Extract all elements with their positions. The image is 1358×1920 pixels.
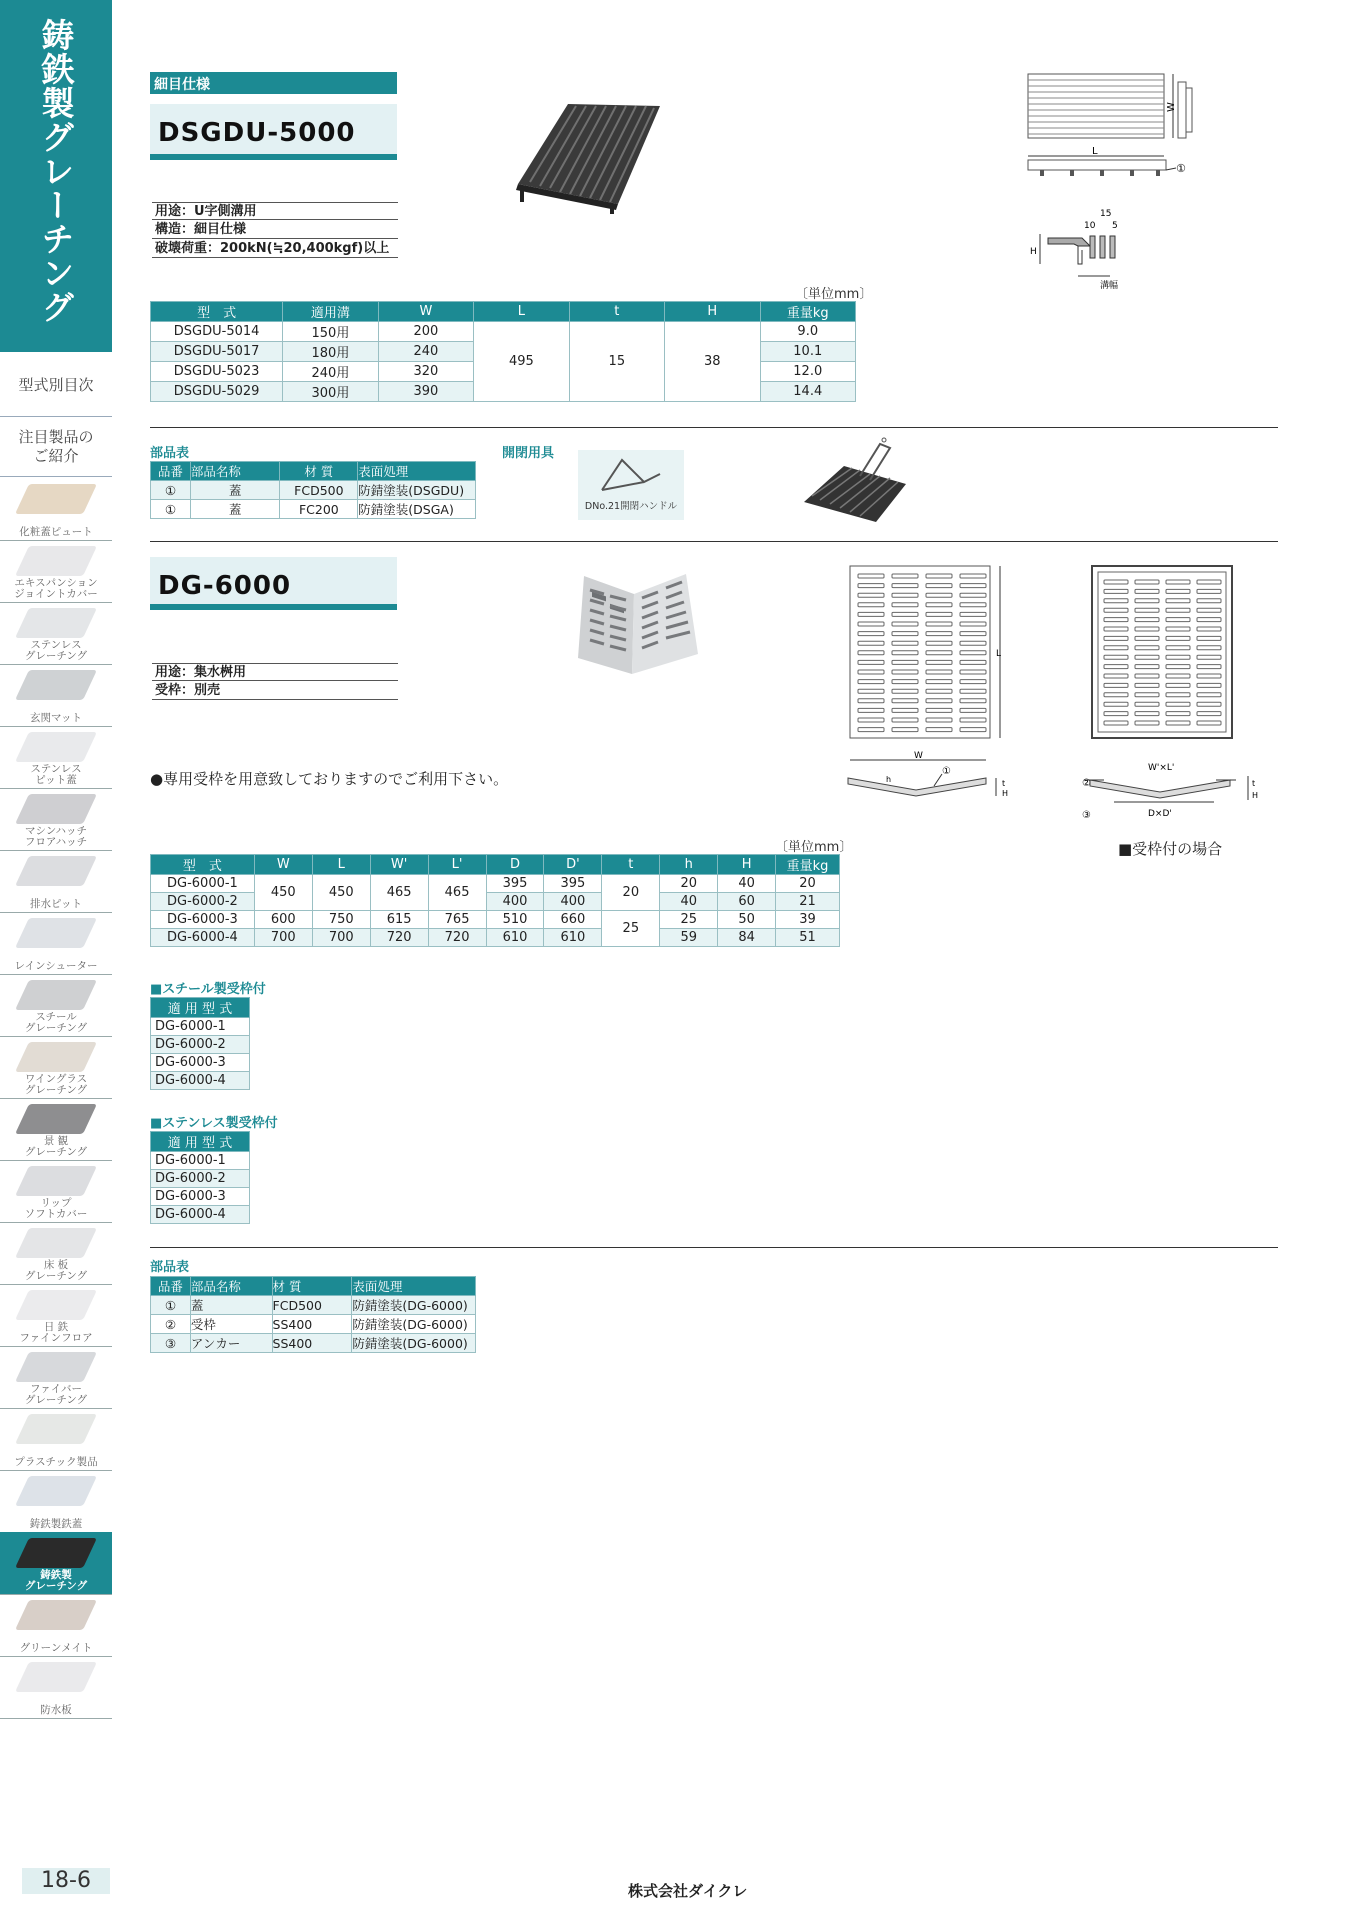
dsgdu-spec-3: 破壊荷重：200kN(≒20,400kgf)以上 xyxy=(152,240,398,258)
category-thumbnail xyxy=(15,546,97,576)
svg-text:H: H xyxy=(1030,247,1037,257)
table-row: DG-6000-2 xyxy=(151,1170,250,1188)
svg-text:W'×L': W'×L' xyxy=(1148,763,1175,773)
dg-product-photo xyxy=(574,568,702,676)
table-row: ③ アンカー SS400 防錆塗装(DG-6000) xyxy=(151,1334,476,1353)
handle-tool-card xyxy=(578,450,684,520)
category-label: ファイバー グレーチング xyxy=(24,1383,88,1406)
table-row: DG-6000-4 700 700 720 720 610 610 59 84 51 xyxy=(151,929,840,947)
category-label: 日 鉄 ファインフロア xyxy=(19,1321,93,1344)
table-row: ① 蓋 FC200 防錆塗装(DSGA) xyxy=(151,500,476,519)
dsgdu-dimension-drawing xyxy=(1020,68,1200,298)
svg-text:h: h xyxy=(886,775,892,784)
category-thumbnail xyxy=(15,918,97,948)
category-thumbnail xyxy=(15,1228,97,1258)
category-label: 排水ピット xyxy=(29,898,83,910)
sidebar-category-item[interactable] xyxy=(0,974,112,1037)
handle-tool-caption: DNo.21開閉ハンドル xyxy=(584,501,678,512)
sidebar-category-item[interactable] xyxy=(0,1160,112,1223)
svg-text:15: 15 xyxy=(1100,209,1112,219)
table-header-row: 適 用 型 式 xyxy=(151,998,250,1018)
category-label: ステンレス ピット蓋 xyxy=(30,763,82,786)
category-thumbnail xyxy=(15,1414,97,1444)
dg-note: ●専用受枠を用意致しておりますのでご利用下さい。 xyxy=(150,770,509,788)
table-row: DG-6000-2 400 400 40 60 21 xyxy=(151,893,840,911)
table-row: DG-6000-2 xyxy=(151,1036,250,1054)
svg-text:③: ③ xyxy=(1082,810,1091,821)
table-row: ① 蓋 FCD500 防錆塗装(DG-6000) xyxy=(151,1296,476,1315)
dsgdu-tools-title: 開閉用具 xyxy=(502,446,555,461)
category-thumbnail xyxy=(15,1476,97,1506)
model-title: DG-6000 xyxy=(158,571,292,601)
model-title-box xyxy=(150,557,397,610)
svg-text:溝幅: 溝幅 xyxy=(1100,281,1119,291)
table-row: DSGDU-5023 240用 320 12.0 xyxy=(151,362,856,382)
sidebar-category-item[interactable] xyxy=(0,1656,112,1719)
sidebar-category-item[interactable] xyxy=(0,1284,112,1347)
model-title-box xyxy=(150,104,397,160)
table-row: DG-6000-1 xyxy=(151,1152,250,1170)
category-label: マシンハッチ フロアハッチ xyxy=(24,825,88,848)
section-divider xyxy=(150,541,1278,542)
category-thumbnail xyxy=(15,732,97,762)
dsgdu-spec-table xyxy=(150,301,856,402)
category-label: 化粧蓋ピュート xyxy=(19,526,93,538)
table-row: DG-6000-3 600 750 615 765 510 660 25 25 50 39 xyxy=(151,911,840,929)
category-label: 玄関マット xyxy=(29,712,83,724)
sidebar-category-item[interactable] xyxy=(0,1036,112,1099)
category-label: 防水板 xyxy=(40,1704,72,1716)
sidebar-category-item[interactable] xyxy=(0,1346,112,1409)
dg-parts-table xyxy=(150,1276,476,1353)
dg-unit: 〔単位mm〕 xyxy=(775,840,853,855)
category-thumbnail xyxy=(15,794,97,824)
category-label: エキスパンション ジョイントカバー xyxy=(14,577,98,600)
category-thumbnail xyxy=(15,1352,97,1382)
sidebar-category-item[interactable] xyxy=(0,1408,112,1471)
table-row: DG-6000-1 450 450 465 465 395 395 20 20 40 20 xyxy=(151,875,840,893)
sidebar-link-model-index[interactable]: 型式別目次 xyxy=(18,376,94,394)
category-label: 鋳鉄製鉄蓋 xyxy=(29,1518,83,1530)
dsgdu-product-photo xyxy=(510,98,668,214)
dg-frame-drawing xyxy=(1084,560,1274,820)
brand-logo: 株式会社ダイクレ xyxy=(628,1882,748,1900)
table-row: DSGDU-5029 300用 390 14.4 xyxy=(151,382,856,402)
svg-text:②: ② xyxy=(1082,778,1091,789)
table-header-row: 品番 部品名称 材 質 表面処理 xyxy=(151,462,476,481)
sidebar-category-item[interactable] xyxy=(0,912,112,975)
category-label: レインシューター xyxy=(14,960,98,972)
dsgdu-spec-2: 構造：細目仕様 xyxy=(152,221,398,239)
table-header-row: 適 用 型 式 xyxy=(151,1132,250,1152)
sidebar-title: 鋳鉄製グレーチング xyxy=(36,18,76,324)
sidebar-category-item[interactable] xyxy=(0,540,112,603)
table-row: DSGDU-5014 150用 200 495 15 38 9.0 xyxy=(151,322,856,342)
handle-tool-icon xyxy=(596,454,666,494)
dsgdu-parts-title: 部品表 xyxy=(150,446,190,461)
table-header-row: 品番 部品名称 材 質 表面処理 xyxy=(151,1277,476,1296)
category-thumbnail xyxy=(15,608,97,638)
category-thumbnail xyxy=(15,670,97,700)
dg-spec-2: 受枠：別売 xyxy=(152,682,398,700)
category-thumbnail xyxy=(15,1600,97,1630)
handle-in-use-photo xyxy=(800,436,910,522)
category-thumbnail xyxy=(15,1104,97,1134)
sidebar-category-item[interactable] xyxy=(0,664,112,727)
svg-text:W: W xyxy=(1166,102,1177,112)
steel-frame-table xyxy=(150,997,250,1090)
sidebar-category-item[interactable] xyxy=(0,1532,112,1595)
category-thumbnail xyxy=(15,1290,97,1320)
sidebar-category-item[interactable] xyxy=(0,726,112,789)
sidebar-category-item[interactable] xyxy=(0,1594,112,1657)
dg-spec-table xyxy=(150,854,840,947)
dsgdu-spec-1: 用途：U字側溝用 xyxy=(152,202,398,220)
svg-text:①: ① xyxy=(942,766,951,777)
category-label: グリーンメイト xyxy=(19,1642,93,1654)
sidebar-category-item[interactable] xyxy=(0,850,112,913)
table-row: DG-6000-4 xyxy=(151,1072,250,1090)
svg-text:①: ① xyxy=(1176,162,1186,175)
dsgdu-unit: 〔単位mm〕 xyxy=(795,287,873,302)
category-thumbnail xyxy=(15,1538,97,1568)
table-row: DG-6000-3 xyxy=(151,1188,250,1206)
category-label: ワイングラス グレーチング xyxy=(24,1073,88,1096)
steel-frame-title: ■スチール製受枠付 xyxy=(150,982,266,997)
category-thumbnail xyxy=(15,980,97,1010)
svg-text:D×D': D×D' xyxy=(1148,809,1172,819)
svg-text:W: W xyxy=(914,751,923,761)
table-header-row: 型 式 W L W' L' D D' t h H 重量kg xyxy=(151,855,840,875)
category-thumbnail xyxy=(15,1662,97,1692)
page-number: 18-6 xyxy=(22,1868,110,1894)
svg-text:L: L xyxy=(996,649,1002,659)
dg-dimension-drawing xyxy=(846,560,1016,800)
table-row: DSGDU-5017 180用 240 10.1 xyxy=(151,342,856,362)
section-divider xyxy=(150,427,1278,428)
dsgdu-parts-table xyxy=(150,461,476,519)
category-label: 鋳鉄製 グレーチング xyxy=(24,1569,88,1592)
dg-parts-title: 部品表 xyxy=(150,1260,190,1275)
svg-text:t: t xyxy=(1002,779,1006,788)
section-category-label: 細目仕様 xyxy=(150,72,397,94)
svg-text:5: 5 xyxy=(1112,221,1118,231)
table-row: ① 蓋 FCD500 防錆塗装(DSGDU) xyxy=(151,481,476,500)
category-label: 景 観 グレーチング xyxy=(24,1135,88,1158)
table-row: DG-6000-4 xyxy=(151,1206,250,1224)
table-row: ② 受枠 SS400 防錆塗装(DG-6000) xyxy=(151,1315,476,1334)
category-label: 床 板 グレーチング xyxy=(24,1259,88,1282)
category-label: リップ ソフトカバー xyxy=(24,1197,88,1220)
category-thumbnail xyxy=(15,1042,97,1072)
sidebar-category-item[interactable] xyxy=(0,478,112,541)
sidebar-link-featured[interactable]: 注目製品の ご紹介 xyxy=(18,428,94,465)
sidebar xyxy=(0,0,112,1920)
svg-text:H: H xyxy=(1002,789,1009,798)
model-title: DSGDU-5000 xyxy=(158,118,356,148)
sidebar-title-band xyxy=(0,0,112,352)
table-header-row: 型 式 適用溝 W L t H 重量kg xyxy=(151,302,856,322)
sidebar-category-item[interactable] xyxy=(0,1222,112,1285)
table-row: DG-6000-1 xyxy=(151,1018,250,1036)
category-label: プラスチック製品 xyxy=(14,1456,98,1468)
stainless-frame-title: ■ステンレス製受枠付 xyxy=(150,1116,278,1131)
svg-text:H: H xyxy=(1252,791,1259,800)
category-thumbnail xyxy=(15,856,97,886)
sidebar-category-item[interactable] xyxy=(0,1098,112,1161)
svg-text:L: L xyxy=(1092,146,1098,157)
table-row: DG-6000-3 xyxy=(151,1054,250,1072)
sidebar-category-item[interactable] xyxy=(0,788,112,851)
category-thumbnail xyxy=(15,1166,97,1196)
svg-text:10: 10 xyxy=(1084,221,1096,231)
frame-caption: ■受枠付の場合 xyxy=(1118,840,1223,858)
section-divider xyxy=(150,1247,1278,1248)
stainless-frame-table xyxy=(150,1131,250,1224)
category-label: スチール グレーチング xyxy=(24,1011,88,1034)
category-label: ステンレス グレーチング xyxy=(24,639,88,662)
svg-text:t: t xyxy=(1252,779,1256,788)
sidebar-category-item[interactable] xyxy=(0,602,112,665)
dg-spec-1: 用途：集水桝用 xyxy=(152,663,398,681)
category-thumbnail xyxy=(15,484,97,514)
sidebar-category-item[interactable] xyxy=(0,1470,112,1533)
